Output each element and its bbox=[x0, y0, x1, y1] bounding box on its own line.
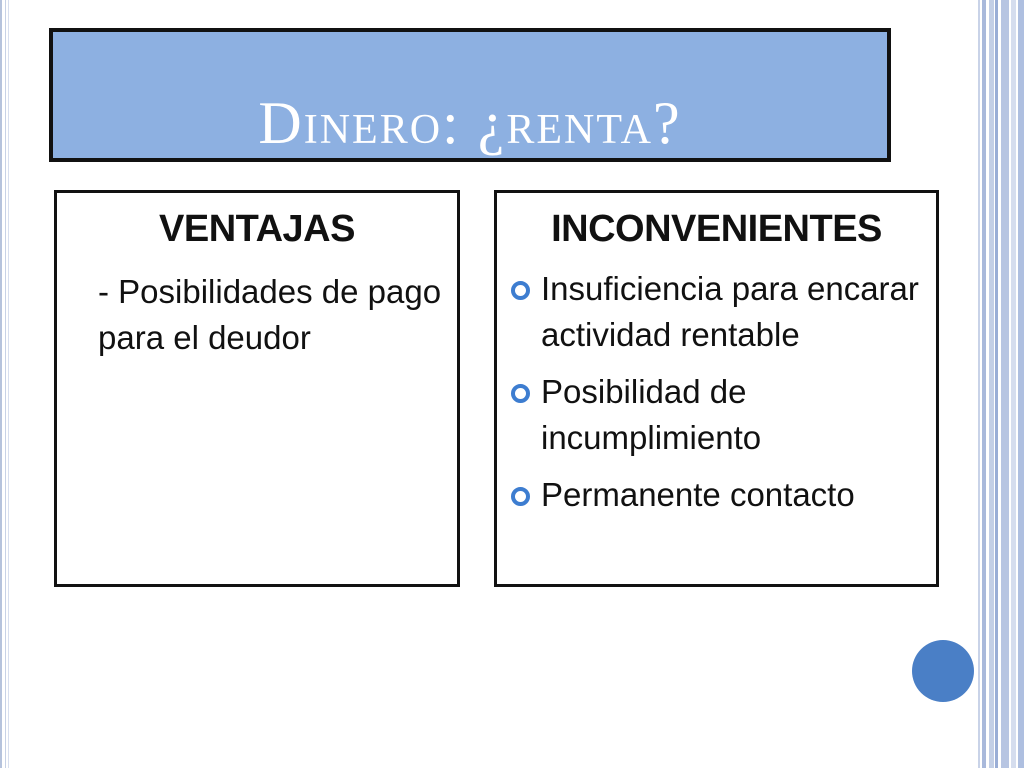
left-border-line bbox=[0, 0, 2, 768]
right-stripe bbox=[989, 0, 994, 768]
hollow-circle-bullet-icon bbox=[511, 487, 530, 506]
inconvenientes-panel bbox=[494, 190, 939, 587]
hollow-circle-bullet-icon bbox=[511, 384, 530, 403]
list-item-text: Insuficiencia para encarar actividad rentable bbox=[541, 270, 919, 353]
left-border-line bbox=[8, 0, 9, 768]
list-item-text: Permanente contacto bbox=[541, 476, 855, 513]
list-item bbox=[511, 266, 926, 358]
inconvenientes-list bbox=[511, 266, 926, 529]
list-item-text: Posibilidad de incumplimiento bbox=[541, 373, 762, 456]
ventajas-heading: VENTAJAS bbox=[159, 208, 355, 250]
inconvenientes-heading: INCONVENIENTES bbox=[551, 208, 882, 250]
title-box bbox=[49, 28, 891, 162]
slide-title: Dinero: ¿renta? bbox=[258, 90, 682, 156]
right-stripe bbox=[1001, 0, 1009, 768]
filled-circle-icon bbox=[912, 640, 974, 702]
ventajas-panel bbox=[54, 190, 460, 587]
left-border-line bbox=[5, 0, 6, 768]
right-stripe bbox=[978, 0, 980, 768]
right-stripe bbox=[982, 0, 986, 768]
ventajas-text: - Posibilidades de pago para el deudor bbox=[98, 273, 442, 356]
right-stripe bbox=[1018, 0, 1024, 768]
right-stripe bbox=[995, 0, 998, 768]
list-item bbox=[511, 369, 926, 461]
hollow-circle-bullet-icon bbox=[511, 281, 530, 300]
right-stripe bbox=[1011, 0, 1016, 768]
list-item bbox=[511, 472, 926, 518]
